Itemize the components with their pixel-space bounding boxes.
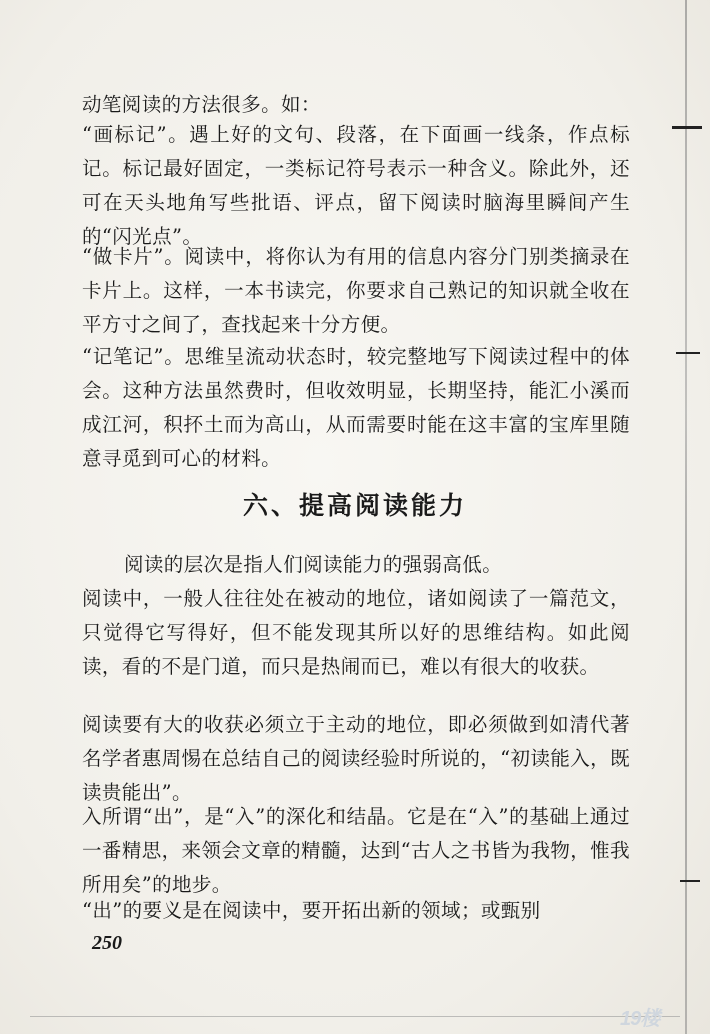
paragraph-out: 入所谓“出”，是“入”的深化和结晶。它是在“入”的基础上通过一番精思，来领会文章的精髓，达到“古人之书皆为我物，惟我所用矣”的地步。 (82, 805, 630, 896)
paragraph-passive: 阅读中，一般人往往处在被动的地位，诸如阅读了一篇范文，只觉得它写得好，但不能发现其所以好的思维结构。如此阅读，看的不是门道，而只是热闹而已，难以有很大的收获。 (82, 587, 630, 678)
paragraph-essence: “出”的要义是在阅读中，要开拓出新的领域；或甄别 (82, 899, 541, 922)
paragraph-card: “做卡片”。阅读中，将你认为有用的信息内容分门别类摘录在卡片上。这样，一本书读完，你要求自己熟记的知识就全收在平方寸之间了，查找起来十分方便。 (82, 245, 630, 336)
page-edge-line (685, 0, 687, 1034)
paragraph-notes: “记笔记”。思维呈流动状态时，较完整地写下阅读过程中的体会。这种方法虽然费时，但收效明显，长期坚持，能汇小溪而成江河，积抔土而为高山，从而需要时能在这丰富的宝库里随意寻觅到可心的材料。 (82, 345, 630, 470)
edge-mark (672, 126, 702, 129)
bottom-scan-line (30, 1016, 680, 1017)
section-heading: 六、提高阅读能力 (242, 491, 467, 520)
watermark-logo: 19楼 (620, 1008, 660, 1030)
page-number: 250 (92, 932, 122, 954)
edge-mark (676, 352, 700, 354)
paragraph-mark: “画标记”。遇上好的文句、段落，在下面画一线条，作点标记。标记最好固定，一类标记符号表示一种含义。除此外，还可在天头地角写些批语、评点，留下阅读时脑海里瞬间产生的“闪光点”。 (82, 123, 630, 248)
paragraph-active: 阅读要有大的收获必须立于主动的地位，即必须做到如清代著名学者惠周惕在总结自己的阅读经验时所说的，“初读能入，既读贵能出”。 (82, 713, 630, 804)
paragraph-intro: 动笔阅读的方法很多。如： (82, 93, 321, 116)
edge-mark (680, 880, 700, 882)
paragraph-level: 阅读的层次是指人们阅读能力的强弱高低。 (124, 553, 503, 576)
